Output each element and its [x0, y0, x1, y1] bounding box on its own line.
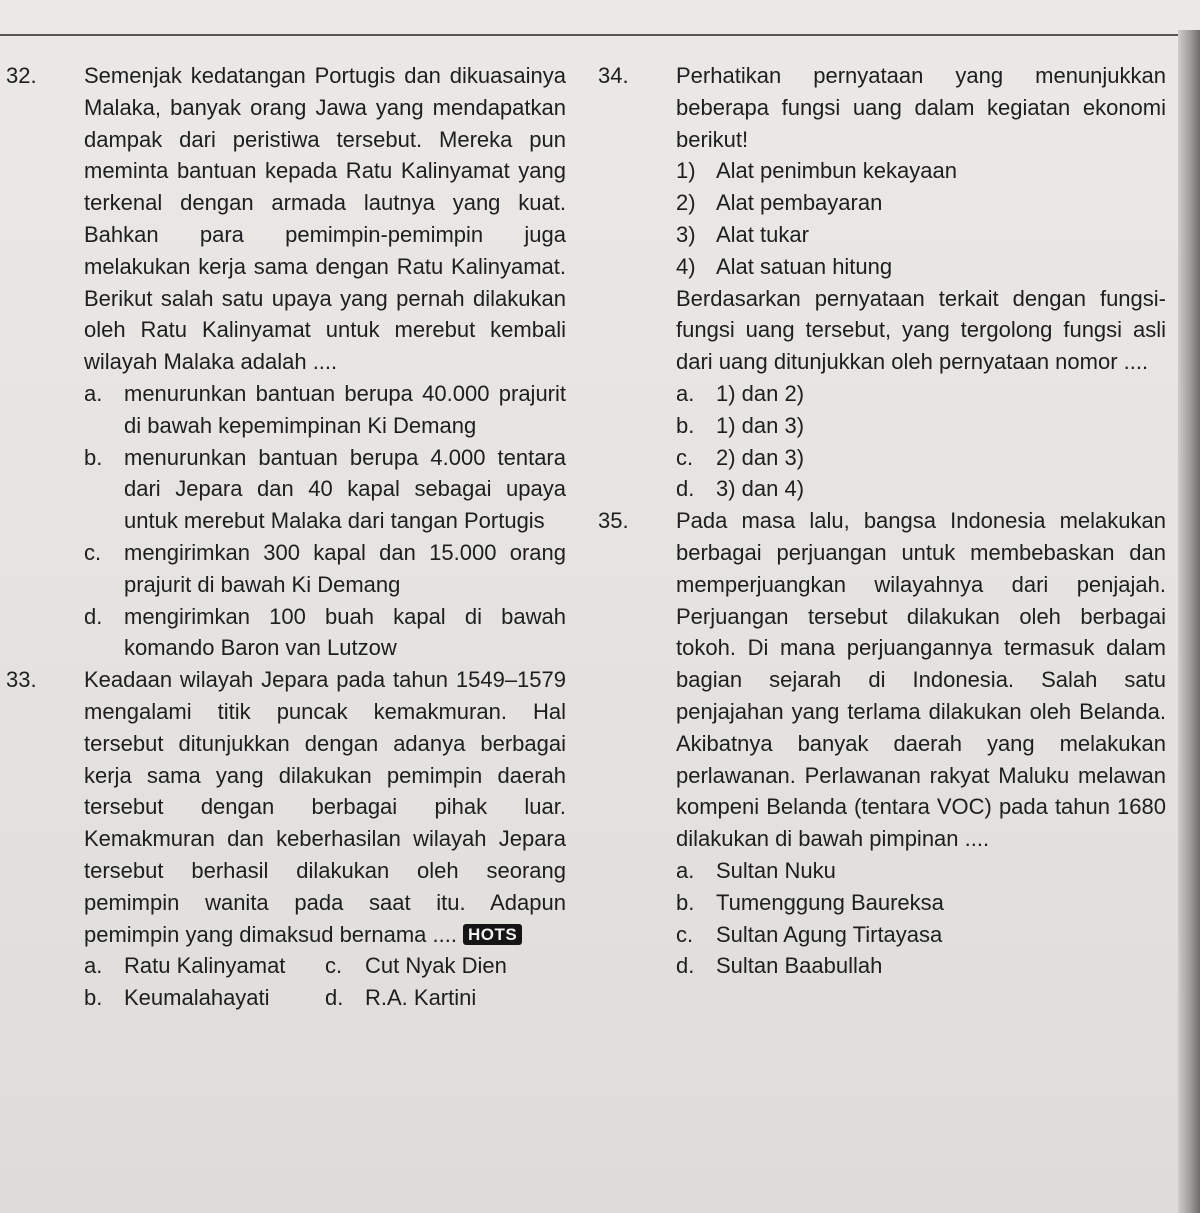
option-text: 3) dan 4)	[716, 476, 805, 502]
option-text: menurunkan bantuan berupa 40.000 prajurit di bawah kepemimpinan Ki Demang	[124, 380, 566, 438]
option-text: Sultan Agung Tirtayasa	[716, 921, 943, 947]
option-label: c.	[676, 444, 694, 470]
option-text: Sultan Baabullah	[716, 953, 883, 979]
question-34	[598, 60, 1166, 505]
question-32	[6, 60, 566, 664]
option-a[interactable]	[84, 950, 325, 982]
option-d[interactable]	[676, 473, 1166, 505]
question-33	[6, 664, 566, 1014]
option-d[interactable]	[84, 601, 566, 665]
option-label: d.	[676, 476, 695, 502]
option-a[interactable]	[676, 855, 1166, 887]
option-text: Keumalahayati	[124, 985, 270, 1011]
option-text: Sultan Nuku	[716, 857, 836, 883]
option-a[interactable]	[676, 378, 1166, 410]
question-stem: Semenjak kedatangan Portugis dan dikuasainya Malaka, banyak orang Jawa yang mendapatkan dampak dari peristiwa tersebut. Mereka pun meminta bantuan kepada Ratu Kalinyamat yang terkenal dengan armada lautnya yang kuat. Bahkan para pemimpin-pemimpin juga melakukan kerja sama dengan Ratu Kalinyamat. Berikut salah satu upaya yang pernah dilakukan oleh Ratu Kalinyamat untuk merebut kembali wilayah Malaka adalah ....	[84, 63, 566, 375]
question-number: 35.	[598, 508, 629, 534]
option-c[interactable]	[676, 919, 1166, 951]
statement-text: Alat satuan hitung	[716, 253, 893, 279]
right-column	[598, 60, 1166, 982]
option-b[interactable]	[676, 887, 1166, 919]
statement-text: Alat pembayaran	[716, 190, 883, 216]
option-b[interactable]	[84, 982, 325, 1014]
option-a[interactable]	[84, 378, 566, 442]
question-stem	[84, 664, 566, 950]
question-number: 33.	[6, 667, 37, 693]
option-d[interactable]	[325, 982, 566, 1014]
statement-label: 4)	[676, 253, 696, 279]
question-35	[598, 505, 1166, 982]
option-label: b.	[676, 889, 695, 915]
question-number: 32.	[6, 63, 37, 88]
statement-2	[676, 187, 1166, 219]
option-b[interactable]	[676, 410, 1166, 442]
option-text: Ratu Kalinyamat	[124, 953, 286, 979]
question-stem-text: Keadaan wilayah Jepara pada tahun 1549–1579 mengalami titik puncak kemakmuran. Hal tersebut ditunjukkan dengan adanya berbagai kerja sama yang dilakukan pemimpin daerah tersebut dengan berbagai pihak luar. Kemakmuran dan keberhasilan wilayah Jepara tersebut berhasil dilakukan oleh seorang pemimpin wanita pada saat itu. Adapun pemimpin yang dimaksud bernama ....	[84, 667, 566, 947]
statement-label: 3)	[676, 221, 696, 247]
statement-3	[676, 219, 1166, 251]
option-text: mengirimkan 300 kapal dan 15.000 orang prajurit di bawah Ki Demang	[124, 539, 566, 597]
question-prompt: Berdasarkan pernyataan terkait dengan fungsi-fungsi uang tersebut, yang tergolong fungsi asli dari uang ditunjukkan oleh pernyataan nomor ....	[676, 285, 1166, 375]
option-label: d.	[325, 985, 344, 1011]
option-label: c.	[676, 921, 694, 947]
statement-1	[676, 155, 1166, 187]
option-text: Tumenggung Baureksa	[716, 889, 944, 915]
option-c[interactable]	[676, 442, 1166, 474]
option-text: R.A. Kartini	[365, 985, 477, 1011]
question-number: 34.	[598, 63, 629, 88]
option-label: a.	[676, 857, 695, 883]
option-label: a.	[84, 953, 103, 979]
statement-label: 2)	[676, 190, 696, 216]
option-c[interactable]	[84, 537, 566, 601]
option-label: a.	[676, 380, 695, 406]
option-label: b.	[84, 985, 103, 1011]
option-text: 1) dan 3)	[716, 412, 805, 438]
option-text: 2) dan 3)	[716, 444, 805, 470]
option-label: c.	[84, 539, 102, 565]
option-label: b.	[676, 412, 695, 438]
statement-4	[676, 251, 1166, 283]
option-text: 1) dan 2)	[716, 380, 805, 406]
option-text: mengirimkan 100 buah kapal di bawah komando Baron van Lutzow	[124, 603, 566, 661]
question-stem: Pada masa lalu, bangsa Indonesia melakukan berbagai perjuangan untuk membebaskan dan memperjuangkan wilayahnya dari penjajah. Perjuangan tersebut dilakukan oleh berbagai tokoh. Di mana perjuangannya termasuk dalam bagian sejarah di Indonesia. Salah satu penjajahan yang terlama dilakukan oleh Belanda. Akibatnya banyak daerah yang melakukan perlawanan. Perlawanan rakyat Maluku melawan kompeni Belanda (tentara VOC) pada tahun 1680 dilakukan di bawah pimpinan ....	[676, 508, 1166, 852]
option-text: menurunkan bantuan berupa 4.000 tentara dari Jepara dan 40 kapal sebagai upaya untuk merebut Malaka dari tangan Portugis	[124, 444, 566, 534]
hots-badge: HOTS	[463, 924, 522, 945]
top-rule	[0, 34, 1185, 36]
option-label: d.	[676, 953, 695, 979]
question-stem: Perhatikan pernyataan yang menunjukkan beberapa fungsi uang dalam kegiatan ekonomi berikut!	[676, 63, 1166, 152]
option-label: c.	[325, 953, 343, 979]
option-label: a.	[84, 380, 103, 406]
left-column	[6, 60, 566, 1014]
option-label: b.	[84, 444, 103, 470]
statement-text: Alat penimbun kekayaan	[716, 158, 957, 184]
statement-label: 1)	[676, 158, 696, 184]
option-b[interactable]	[84, 442, 566, 537]
option-d[interactable]	[676, 950, 1166, 982]
statement-text: Alat tukar	[716, 221, 809, 247]
option-label: d.	[84, 603, 103, 629]
option-c[interactable]	[325, 950, 566, 982]
option-text: Cut Nyak Dien	[365, 953, 507, 979]
page-edge	[1178, 30, 1200, 1213]
